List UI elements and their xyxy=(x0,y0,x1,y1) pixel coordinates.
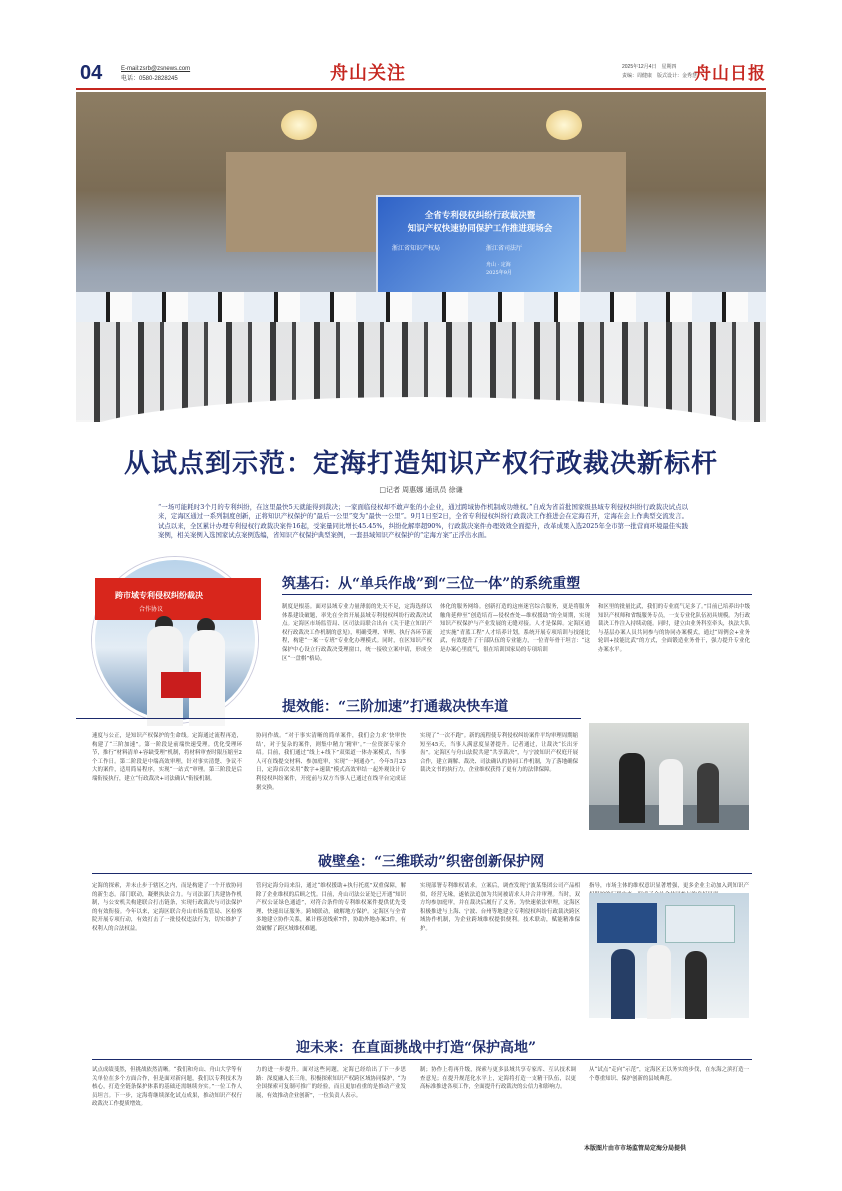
section1-col1: 制度是根基。面对县域专业力量薄弱的先天不足，定海选择以体系建设破题，率先在全省开展县域专利侵权纠纷行政裁决试点。定海区市场监管局、区司法局联合出台《关于建立知识产权行政裁决工作机制的意见》，明确受理、审理、执行各环节流程，构建“一案一专班”专业化办理模式。同时，在区知识产权保护中心设立行政裁决受理窗口，统一接收立案申请，形成全区“一盘棋”格局。 xyxy=(282,604,432,662)
section2-col1: 速度与公正，是知识产权保护的生命线。定海通过流程再造，构建了“三阶加速”。第一阶段是前端快速受理。优化受理环节，推行“材料清单+容缺受理”机制，将材料审查时限压缩至2个工作日。第二阶段是中端高效审理，针对事实清楚、争议不大的案件，适用简易程序，实现“一站式”审理。第三阶段是后端衔接执行，建立“行政裁决+司法确认”衔接机制。 xyxy=(92,733,242,782)
editors-credit: 责编：周健康 版式设计：金秀慧 xyxy=(622,73,698,79)
section2-col2: 协同作战。“对于事实清晰的简单案件，我们会力求‘快审快结’，对于复杂的案件，则集中精力‘精审’。”一位资深专家介绍。目前，我们通过“线上+线下”双渠道一体办案模式，当事人可在线提交材料、参加庭审，实现“一网通办”。今年5月23日，定海首次采用“数字+速裁”模式高效审结一起外观设计专利侵权纠纷案件，开庭前与双方当事人已通过在线平台完成证据交换。 xyxy=(256,733,406,791)
signing-photo xyxy=(92,557,258,723)
issue-date: 2025年12月4日 星期四 xyxy=(622,64,677,70)
banner-date: 2025年9月 xyxy=(486,270,512,276)
person-figure xyxy=(619,753,645,823)
display-panel xyxy=(665,905,735,943)
section4-col3: 制；协作上将再升级，探索与更多县域共享专家库、互认技术调查意见；在提升规范化水平上，定海将打造一支精干队伍，以更高标准推进各项工作，全面提升行政裁决的公信力和影响力。 xyxy=(420,1067,576,1091)
email-text[interactable]: E-mail:zsrb@zsnews.com xyxy=(121,66,191,72)
phone-text: 电话：0580-2828245 xyxy=(121,76,178,82)
section-title: 舟山关注 xyxy=(330,63,406,84)
signing-banner-sub: 合作协议 xyxy=(139,606,164,613)
banner-org1: 浙江省知识产权局 xyxy=(392,245,441,252)
section1-col3: 和区里的批量比武，我们的专业底气足多了。”目前已培养出中级知识产权师和省级服务专员，一支专业化队伍初具规模。为行政裁决工作注入持续动能。同时，建立由业务科室牵头，执法大队与基层办案人员共同参与的协同办案模式，通过“周例会+业务轮训+技能比武”的方式，全面锻造业务骨干，强力提升专业化办案水平。 xyxy=(598,604,750,653)
hero-front-row xyxy=(76,292,766,322)
article-byline: □记者 周惠娜 通讯员 徐谦 xyxy=(379,486,463,494)
section4-col4: 从“试点”走向“示范”，定海区正以务实的步伐，在东海之滨打造一个尊重知识、保护创新的县域典范。 xyxy=(589,1067,749,1082)
chandelier-icon xyxy=(281,110,317,140)
lab-photo xyxy=(589,723,749,830)
section-title-1: 筑基石：从“单兵作战”到“三位一体”的系统重塑 xyxy=(282,576,581,592)
person-figure xyxy=(647,945,671,1019)
photo-credit: 本版图片由市市场监管局定海分局提供 xyxy=(584,1145,687,1152)
section4-col1: 试点成绩斐然，但挑战依然清晰。“我们和舟山、舟山大学等有关单位在多个方面合作，但是面对新问题，我们以专利技术为核心，打造全链条保护体系的基础还需继续夯实。”一位工作人员坦言。下一步，定海将继续深化试点成果，推动知识产权行政裁决工作提质增效。 xyxy=(92,1067,242,1108)
person-figure xyxy=(685,951,707,1019)
article-lead: “一场可能耗时3个月的专利纠纷，在这里最快5天就能得到裁决；一家面临侵权却不敢声张的小企业，通过跨域协作机制成功维权。”自成为省首批国家级县域专利侵权纠纷行政裁决试点以来，定海区通过一系列制度创新，正将知识产权保护的“最后一公里”变为“最快一公里”。9月1日至2日，全省专利侵权纠纷行政裁决工作推进会在定海召开，定海在会上作典型交流发言。试点以来，全区累计办理专利侵权行政裁决案件16起，受案量同比增长45.45%，纠纷化解率超90%，行政裁决案件办理效效全面提升，改革成果入选2025年全市第一批营商环境最佳实践案例，相关案例入选国家试点案例选编，省知识产权保护典型案例，一套县域知识产权保护的“定海方案”正浮出水面。 xyxy=(158,503,688,540)
section-rule-3 xyxy=(92,873,752,874)
person-figure xyxy=(659,759,683,825)
section-rule-2 xyxy=(76,718,581,719)
signing-banner-text: 跨市域专利侵权纠纷裁决 xyxy=(115,590,203,600)
section-title-4: 迎未来：在直面挑战中打造“保护高地” xyxy=(296,1040,537,1056)
section4-col2: 力的进一步提升。面对这些问题，定海已经给出了下一步思路：深度融入长三角，积极探索知识产权跨区域协同保护，“为全国探索可复制可推广的经验，而且更加看重的是推动产业发展，有效推动企业创新”，一位负责人表示。 xyxy=(256,1067,406,1099)
section-title-3: 破壁垒：“三维联动”织密创新保护网 xyxy=(318,854,545,870)
page-header xyxy=(0,0,842,92)
section-rule-4 xyxy=(92,1059,752,1060)
section-title-2: 提效能：“三阶加速”打通裁决快车道 xyxy=(282,699,509,715)
banner-title-line1: 全省专利侵权纠纷行政裁决暨 xyxy=(424,211,536,221)
section3-col2: 管问定海分局来沿，通过“维权援助+执行托底”双重保障，解除了企业维权的后顾之忧。目前，舟山司法公证处已开通“知识产权公证绿色通道”，对符合条件的专利维权案件提供优先受理、快速出证服务。跨域联动，破解地方保护。定海区与全省多地建立协作关系，累计移送线索7件，协助外地办案3件，有效破解了跨区域维权难题。 xyxy=(256,883,406,932)
person-figure xyxy=(697,763,719,823)
article-headline: 从试点到示范：定海打造知识产权行政裁决新标杆 xyxy=(123,449,718,479)
section2-col3: 实现了“一次不跑”。新的流程使专利侵权纠纷案件平均审理周期缩短至45天，当事人满意度显著提升。记者通过，让裁决“长出牙齿”。定海区与舟山法院共建“共享裁决”，与宁波知识产权庭开展合作，建立调解、裁决、司法确认的协同工作机制，为了落地确保裁决文书的执行力，企业维权获得了更有力的法律保障。 xyxy=(420,733,578,774)
newspaper-logo: 舟山日报 xyxy=(694,64,766,84)
date-block xyxy=(622,63,697,81)
section3-col1: 定海的探索，并未止步于辖区之内，而是构建了一个开放协同的新生态。部门联动，凝聚执法合力。与司法部门共建协作机制，与公安机关构建联合打击链条，实现行政裁决与司法保护的有效衔接。今年以来，定海区联合舟山市场监管局、区检察院开展专项行动，有效打击了一批侵权违法行为，切实维护了权利人的合法权益。 xyxy=(92,883,242,932)
person-figure xyxy=(611,949,635,1019)
header-rule xyxy=(76,88,766,90)
banner-title-line2: 知识产权快速协同保护工作推进现场会 xyxy=(407,224,553,234)
display-screen xyxy=(597,903,657,943)
contact-block xyxy=(121,64,190,84)
page-number: 04 xyxy=(80,62,103,84)
banner-org2: 浙江省司法厅 xyxy=(486,245,523,252)
chandelier-icon xyxy=(546,110,582,140)
hero-photo xyxy=(76,92,766,420)
section3-col4: 指导，市场主体的维权意识显著增强，更多企业主动加入到知识产 xyxy=(589,883,749,889)
banner-place: 舟山 · 定海 xyxy=(486,262,511,268)
meeting-photo xyxy=(589,893,749,1018)
agreement-folder xyxy=(161,672,201,698)
conference-banner xyxy=(376,195,581,295)
section3-col3: 实现部署专利维权请求。立案后，调查发现宁波某集团公司产品相似，经营无缘，遂依法追加为共同被请求人并合并审理。当时，双方均参加庭审，并在裁决后履行了义务。为快速依法审理，定海区积极推进与上海、宁波、台州等地建立专利侵权纠纷行政裁决跨区域协作机制，为企业跨域维权提供便利。技术联动，赋能精准保护。 xyxy=(420,883,580,932)
section1-col2: 体化的服务网络。创新打造的这座迷宫综合服务，更是将服务触角延伸至“创造培育—侵权查处—维权援助”的全周期，实现知识产权保护与产业发展的无缝对接。人才是保障。定海区通过实施“青蓝工程”人才培养计划，系统开展专项培训与技能比武，有效提升了干部队伍的专业能力，一位青年骨干坦言：“这是办案心里底气，很在培训国家局的专项培训 xyxy=(440,604,590,653)
section-rule-1 xyxy=(282,594,752,595)
